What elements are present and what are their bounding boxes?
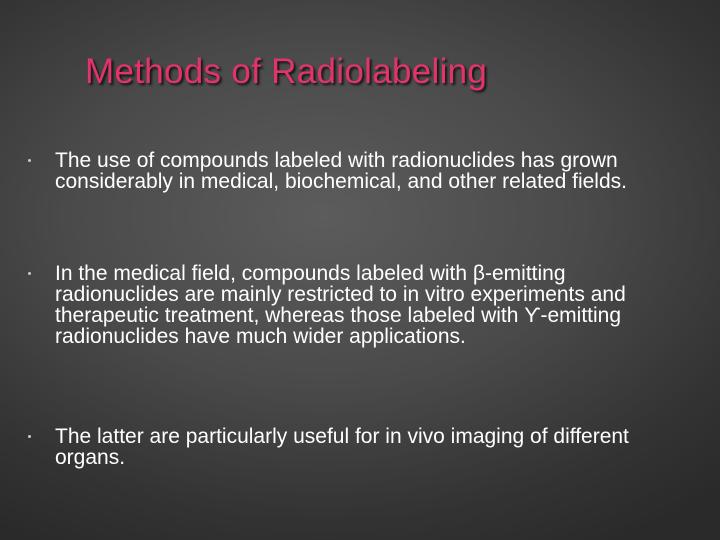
- bullet-item: [24, 426, 695, 468]
- bullet-marker-icon: [28, 159, 31, 162]
- slide-title: Methods of Radiolabeling: [85, 52, 488, 91]
- bullet-item: [24, 150, 695, 192]
- bullet-text: The latter are particularly useful for in vivo imaging of different organs.: [55, 425, 629, 469]
- bullet-marker-icon: [28, 435, 31, 438]
- bullet-text: The use of compounds labeled with radionuclides has grown considerably in medical, biochemical, and other related fields.: [55, 149, 627, 193]
- bullet-marker-icon: [28, 272, 31, 275]
- bullet-text: In the medical field, compounds labeled with β-emitting radionuclides are mainly restricted to in vitro experiments and therapeutic treatment, whereas those labeled with ϒ-emitting radionuclides have much wider applications.: [55, 262, 626, 348]
- bullet-item: [24, 263, 695, 347]
